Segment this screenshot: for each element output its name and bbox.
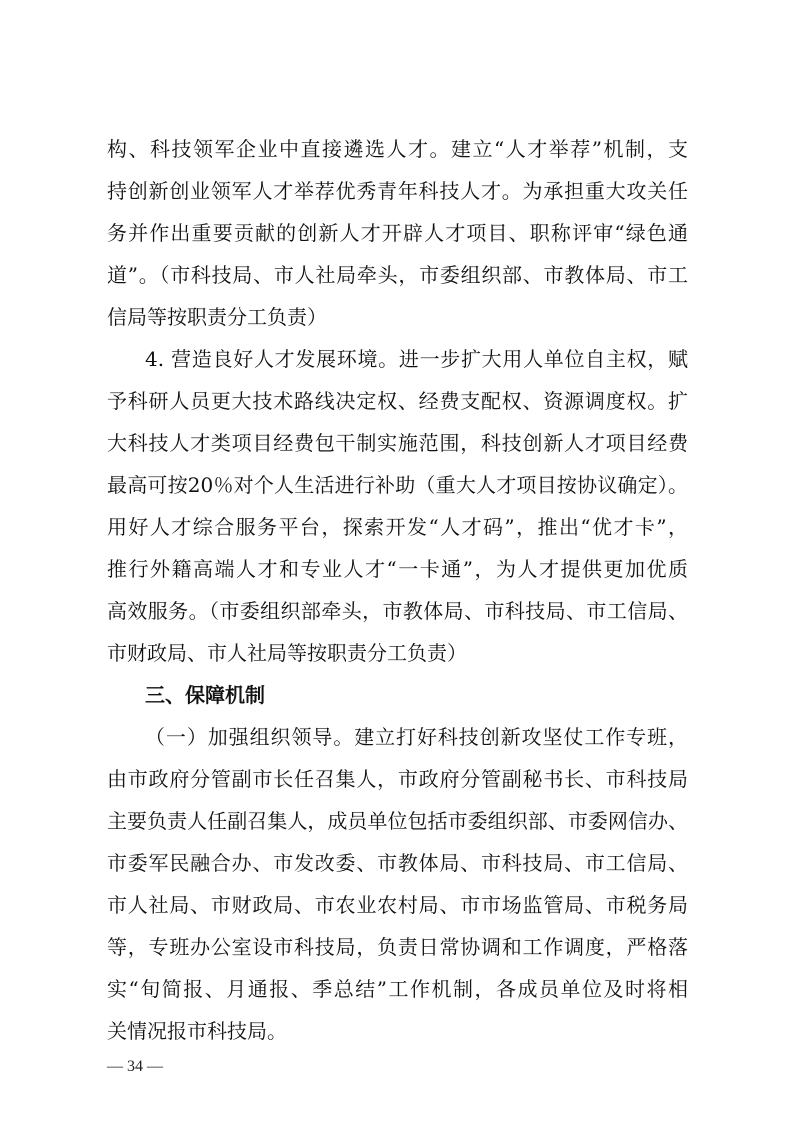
text-line: 推行外籍高端人才和专业人才“一卡通”，为人才提供更加优质 (107, 557, 688, 581)
text-line: 关情况报市科技局。 (107, 1019, 287, 1043)
text-line: 予科研人员更大技术路线决定权、经费支配权、资源调度权。扩 (107, 389, 688, 413)
text-line: 4. 营造良好人才发展环境。进一步扩大用人单位自主权，赋 (145, 347, 688, 371)
text-line: 持创新创业领军人才举荐优秀青年科技人才。为承担重大攻关任 (107, 179, 688, 203)
text-line: 等，专班办公室设市科技局，负责日常协调和工作调度，严格落 (107, 935, 688, 959)
text-line: 市人社局、市财政局、市农业农村局、市市场监管局、市税务局 (107, 893, 688, 917)
text-line: 市委军民融合办、市发改委、市教体局、市科技局、市工信局、 (107, 851, 688, 875)
text-line: 主要负责人任副召集人，成员单位包括市委组织部、市委网信办、 (107, 809, 688, 833)
text-line: 市财政局、市人社局等按职责分工负责） (107, 641, 467, 665)
text-line: 信局等按职责分工负责） (107, 305, 327, 329)
text-line: 构、科技领军企业中直接遴选人才。建立“人才举荐”机制，支 (107, 137, 688, 161)
text-line: 实“旬简报、月通报、季总结”工作机制，各成员单位及时将相 (107, 977, 688, 1001)
text-line: 最高可按20％对个人生活进行补助（重大人才项目按协议确定）。 (107, 473, 688, 497)
section-heading: 三、保障机制 (145, 683, 265, 707)
page-number: — 34 — (107, 1058, 163, 1075)
text-line: 高效服务。（市委组织部牵头，市教体局、市科技局、市工信局、 (107, 599, 688, 623)
text-line: 务并作出重要贡献的创新人才开辟人才项目、职称评审“绿色通 (107, 221, 688, 245)
text-line: 大科技人才类项目经费包干制实施范围，科技创新人才项目经费 (107, 431, 688, 455)
text-line: 用好人才综合服务平台，探索开发“人才码”，推出“优才卡”， (107, 515, 688, 539)
text-line: （一）加强组织领导。建立打好科技创新攻坚仗工作专班， (145, 725, 688, 749)
text-line: 道”。（市科技局、市人社局牵头，市委组织部、市教体局、市工 (107, 263, 688, 287)
text-line: 由市政府分管副市长任召集人，市政府分管副秘书长、市科技局 (107, 767, 688, 791)
